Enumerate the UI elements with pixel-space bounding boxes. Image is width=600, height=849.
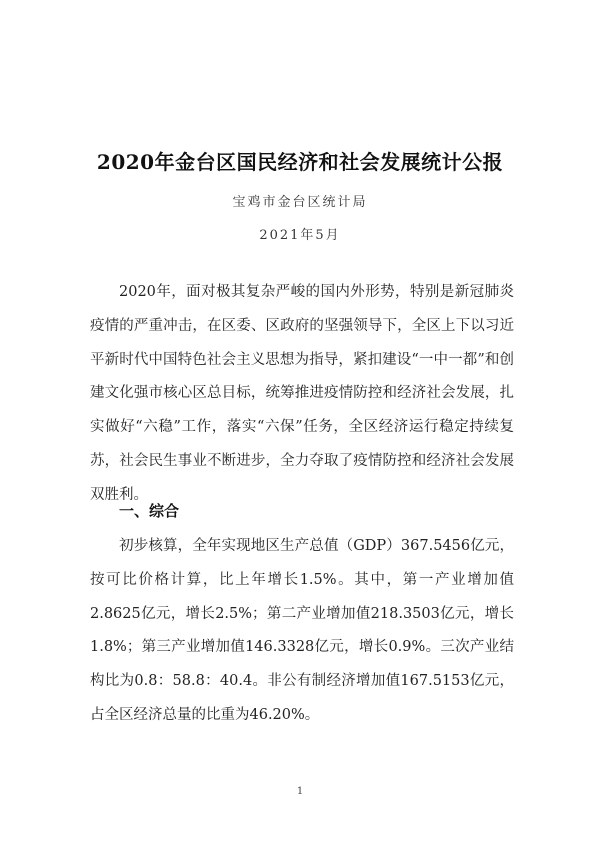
overview-paragraph <box>90 530 514 733</box>
intro-paragraph <box>90 276 514 513</box>
publication-date: 2021年5月 <box>259 228 341 243</box>
page-number: 1 <box>296 786 304 797</box>
page-title: 2020年金台区国民经济和社会发展统计公报 <box>96 150 504 174</box>
issuer-line: 宝鸡市金台区统计局 <box>232 195 368 210</box>
overview-paragraph-text: 初步核算，全年实现地区生产总值（GDP）367.5456亿元，按可比价格计算，比上年增长1.5%。其中，第一产业增加值2.8625亿元，增长2.5%；第二产业增加值218.3503亿元，增长1.8%；第三产业增加值146.3328亿元，增长0.9%。三次产业结构比为0.8：58.8：40.4。非公有制经济增加值167.5153亿元，占全区经济总量的比重为46.20%。 <box>90 538 514 723</box>
section-heading-overview: 一、综合 <box>119 502 180 520</box>
intro-paragraph-text: 2020年，面对极其复杂严峻的国内外形势，特别是新冠肺炎疫情的严重冲击，在区委、区政府的坚强领导下，全区上下以习近平新时代中国特色社会主义思想为指导，紧扣建设“一中一都”和创建文化强市核心区总目标，统筹推进疫情防控和经济社会发展，扎实做好“六稳”工作，落实“六保”任务，全区经济运行稳定持续复苏，社会民生事业不断进步，全力夺取了疫情防控和经济社会发展双胜利。 <box>90 284 514 503</box>
